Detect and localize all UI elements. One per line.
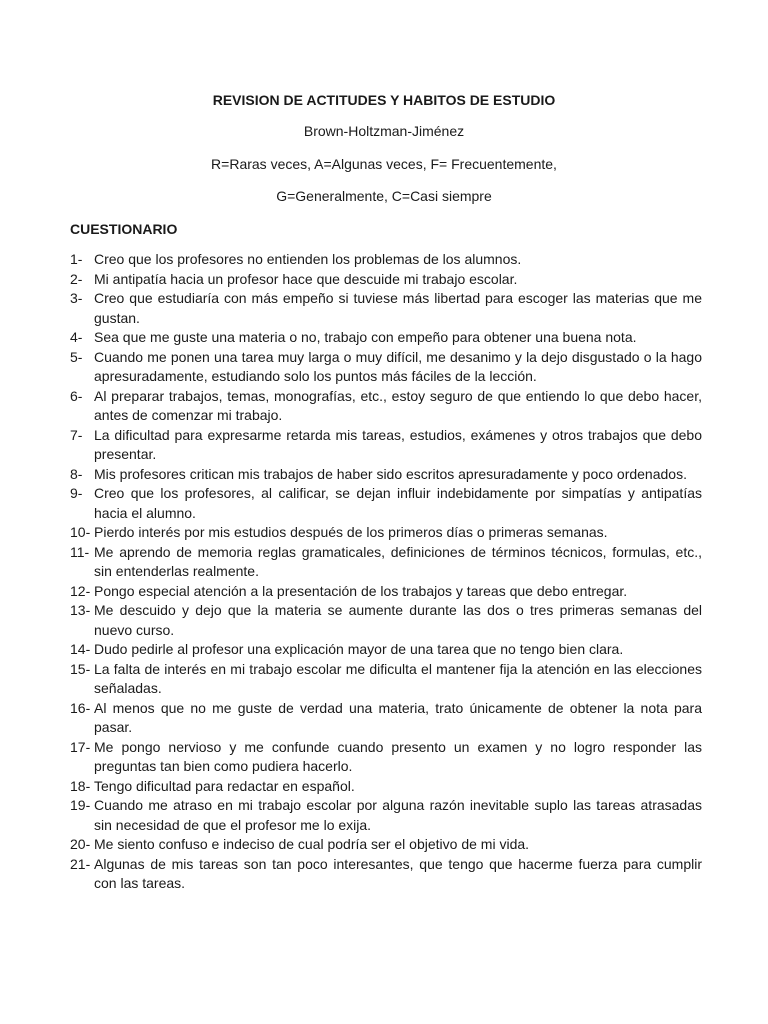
question-item [70,699,702,738]
question-item [70,796,702,835]
question-number: 15- [70,660,91,677]
question-number: 12- [70,582,91,599]
question-number: 5- [70,348,83,365]
question-number: 3- [70,290,83,306]
question-text: Creo que los profesores no entienden los problemas de los alumnos. [94,251,522,267]
question-text: Cuando me ponen una tarea muy larga o muy difícil, me desanimo y la dejo disgustado o la hago apresuradamente, estudiando solo los puntos más fáciles de la lección. [94,348,702,384]
question-number: 4- [70,329,83,345]
question-number: 21- [70,855,91,872]
question-item [70,289,702,328]
question-number: 10- [70,524,91,540]
question-text: Dudo pedirle al profesor una explicación mayor de una tarea que no tengo bien clara. [94,641,624,657]
question-text: Pierdo interés por mis estudios después de los primeros días o primeras semanas. [94,524,608,540]
section-heading: CUESTIONARIO [70,221,178,237]
question-text: Mis profesores critican mis trabajos de haber sido escritos apresuradamente y poco ordenados. [94,465,687,482]
question-text: Creo que estudiaría con más empeño si tuviese más libertad para escoger las materias que me gustan. [94,290,702,326]
question-item [70,426,702,465]
document-title: REVISION DE ACTITUDES Y HABITOS DE ESTUDIO [212,92,556,108]
question-item [70,387,702,426]
question-text: La falta de interés en mi trabajo escolar me dificulta el mantener fija la atención en las elecciones señaladas. [94,660,702,696]
question-item [70,270,702,290]
question-item [70,543,702,582]
question-number: 2- [70,270,83,287]
question-number: 1- [70,251,83,267]
question-text: Cuando me atraso en mi trabajo escolar por alguna razón inevitable suplo las tareas atrasadas sin necesidad de que el profesor me lo exija. [94,797,702,833]
question-number: 9- [70,485,83,501]
question-number: 20- [70,836,91,852]
question-number: 16- [70,699,91,716]
question-text: Tengo dificultad para redactar en español. [94,777,355,794]
question-number: 11- [70,543,90,560]
question-text: Creo que los profesores, al calificar, se dejan influir indebidamente por simpatías y antipatías hacia el alumno. [94,485,702,521]
question-item [70,835,702,855]
question-item [70,465,702,485]
question-text: Algunas de mis tareas son tan poco interesantes, que tengo que hacerme fuerza para cumplir con las tareas. [94,855,702,891]
question-item [70,855,702,894]
question-number: 18- [70,777,91,794]
question-text: Me descuido y dejo que la materia se aumente durante las dos o tres primeras semanas del nuevo curso. [94,602,702,638]
question-item [70,484,702,523]
question-item [70,328,702,348]
question-text: Sea que me guste una materia o no, trabajo con empeño para obtener una buena nota. [94,329,637,345]
document-authors: Brown-Holtzman-Jiménez [303,123,465,139]
question-item [70,601,702,640]
question-text: Pongo especial atención a la presentación de los trabajos y tareas que debo entregar. [94,582,628,599]
question-item [70,348,702,387]
question-text: Me aprendo de memoria reglas gramaticales, definiciones de términos técnicos, formulas, etc., sin entenderlas realmente. [94,543,702,579]
question-text: Al menos que no me guste de verdad una materia, trato únicamente de obtener la nota para pasar. [94,699,702,735]
question-text: La dificultad para expresarme retarda mis tareas, estudios, exámenes y otros trabajos que debo presentar. [94,426,702,462]
question-item [70,660,702,699]
question-item [70,523,702,543]
question-number: 19- [70,797,91,813]
question-text: Me siento confuso e indeciso de cual podría ser el objetivo de mi vida. [94,836,530,852]
question-item [70,582,702,602]
question-number: 7- [70,426,83,443]
response-legend-line-2: G=Generalmente, C=Casi siempre [276,188,492,204]
question-text: Al preparar trabajos, temas, monografías, etc., estoy seguro de que entiendo lo que debo hacer, antes de comenzar mi trabajo. [94,387,702,423]
question-text: Me pongo nervioso y me confunde cuando presento un examen y no logro responder las preguntas tan bien como pudiera hacerlo. [94,738,702,774]
question-number: 17- [70,738,91,755]
question-number: 14- [70,641,91,657]
question-list [70,250,702,894]
question-item [70,777,702,797]
question-number: 13- [70,602,91,618]
question-item [70,640,702,660]
question-item [70,250,702,270]
question-number: 8- [70,465,83,482]
question-item [70,738,702,777]
response-legend-line-1: R=Raras veces, A=Algunas veces, F= Frecuentemente, [211,156,557,172]
question-number: 6- [70,387,83,404]
question-text: Mi antipatía hacia un profesor hace que descuide mi trabajo escolar. [94,270,518,287]
